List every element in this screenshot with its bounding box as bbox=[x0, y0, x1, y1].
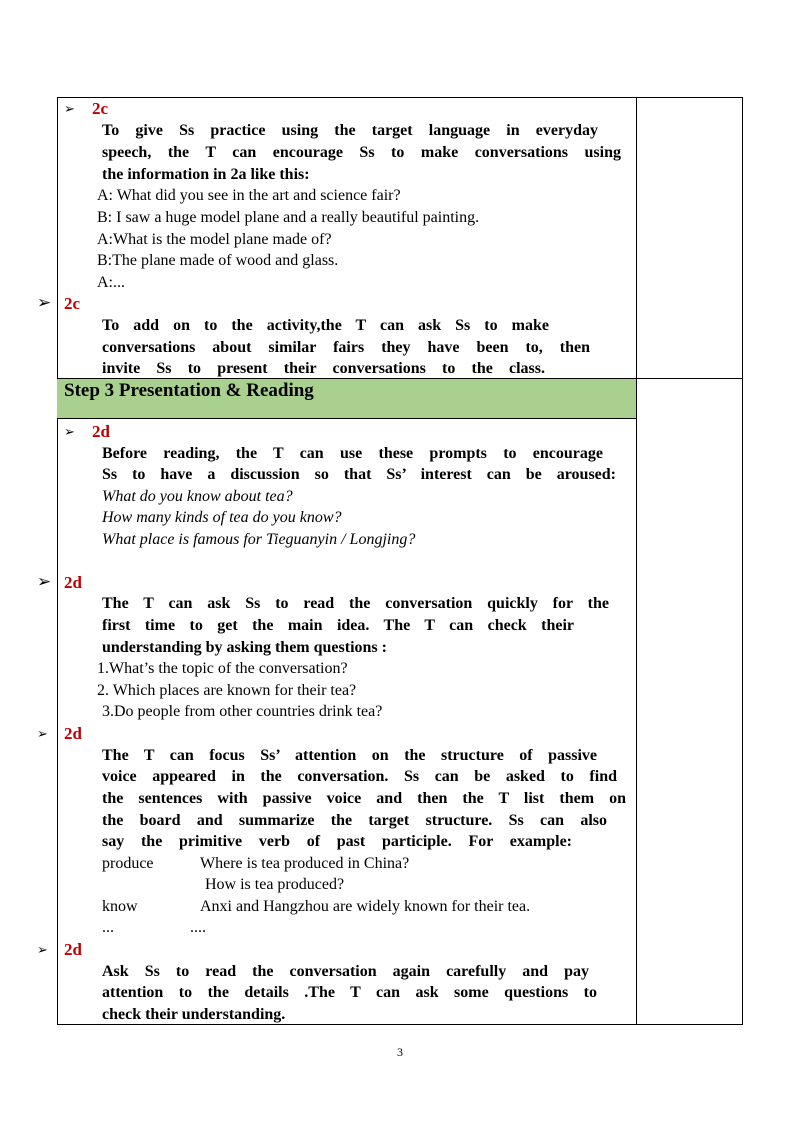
section-label: 2c bbox=[64, 294, 81, 313]
instruction-line: check their understanding. bbox=[102, 1006, 286, 1023]
instruction-line: the board and summarize the target structure. Ss can also bbox=[102, 812, 607, 829]
instruction-line: first time to get the main idea. The T can check their bbox=[102, 617, 574, 634]
bullet-arrow-icon: ➢ bbox=[64, 101, 75, 116]
dialogue-line: B:The plane made of wood and glass. bbox=[97, 252, 339, 269]
prompt-line: What place is famous for Tieguanyin / Longjing? bbox=[102, 531, 416, 548]
instruction-line: invite Ss to present their conversations to the class. bbox=[102, 360, 545, 377]
bullet-arrow-icon: ➢ bbox=[37, 293, 52, 312]
dialogue-line: B: I saw a huge model plane and a really beautiful painting. bbox=[97, 209, 480, 226]
question-line: 1.What’s the topic of the conversation? bbox=[97, 660, 348, 677]
instruction-line: To add on to the activity,the T can ask Ss to make bbox=[102, 317, 549, 334]
bullet-arrow-icon: ➢ bbox=[37, 572, 52, 591]
question-line: 3.Do people from other countries drink tea? bbox=[102, 703, 383, 720]
instruction-line: the sentences with passive voice and then the T list them on bbox=[102, 790, 626, 807]
instruction-line: the information in 2a like this: bbox=[102, 166, 310, 183]
section-label: 2d bbox=[64, 573, 82, 592]
instruction-line: speech, the T can encourage Ss to make conversations using bbox=[102, 144, 621, 161]
section-label: 2d bbox=[92, 422, 110, 441]
dialogue-line: A:What is the model plane made of? bbox=[97, 231, 332, 248]
prompt-line: How many kinds of tea do you know? bbox=[102, 509, 342, 526]
section-label: 2d bbox=[64, 724, 82, 743]
example-verb: know bbox=[102, 898, 138, 915]
example-sentence: Anxi and Hangzhou are widely known for their tea. bbox=[200, 898, 531, 915]
instruction-line: attention to the details .The T can ask some questions to bbox=[102, 984, 597, 1001]
instruction-line: Ss to have a discussion so that Ss’ interest can be aroused: bbox=[102, 466, 616, 483]
bullet-arrow-icon: ➢ bbox=[37, 942, 48, 957]
instruction-line: voice appeared in the conversation. Ss can be asked to find bbox=[102, 768, 617, 785]
example-sentence: Where is tea produced in China? bbox=[200, 855, 410, 872]
example-sentence: How is tea produced? bbox=[205, 876, 345, 893]
example-verb: produce bbox=[102, 855, 154, 872]
instruction-line: conversations about similar fairs they have been to, then bbox=[102, 339, 590, 356]
dialogue-line: A:... bbox=[97, 274, 125, 291]
prompt-line: What do you know about tea? bbox=[102, 488, 293, 505]
section-label: 2d bbox=[64, 940, 82, 959]
page-number: 3 bbox=[397, 1045, 403, 1059]
instruction-line: The T can ask Ss to read the conversation quickly for the bbox=[102, 595, 609, 612]
question-line: 2. Which places are known for their tea? bbox=[97, 682, 357, 699]
instruction-line: say the primitive verb of past participle. For example: bbox=[102, 833, 572, 850]
instruction-line: Ask Ss to read the conversation again carefully and pay bbox=[102, 963, 589, 980]
instruction-line: The T can focus Ss’ attention on the structure of passive bbox=[102, 747, 597, 764]
instruction-line: understanding by asking them questions : bbox=[102, 639, 387, 656]
instruction-line: To give Ss practice using the target language in everyday bbox=[102, 122, 598, 139]
bullet-arrow-icon: ➢ bbox=[37, 726, 48, 741]
bullet-arrow-icon: ➢ bbox=[64, 424, 75, 439]
example-sentence: .... bbox=[190, 919, 206, 936]
step-heading: Step 3 Presentation & Reading bbox=[64, 380, 314, 401]
example-verb: ... bbox=[102, 919, 114, 936]
section-label: 2c bbox=[92, 99, 109, 118]
instruction-line: Before reading, the T can use these prompts to encourage bbox=[102, 445, 603, 462]
dialogue-line: A: What did you see in the art and science fair? bbox=[97, 187, 401, 204]
